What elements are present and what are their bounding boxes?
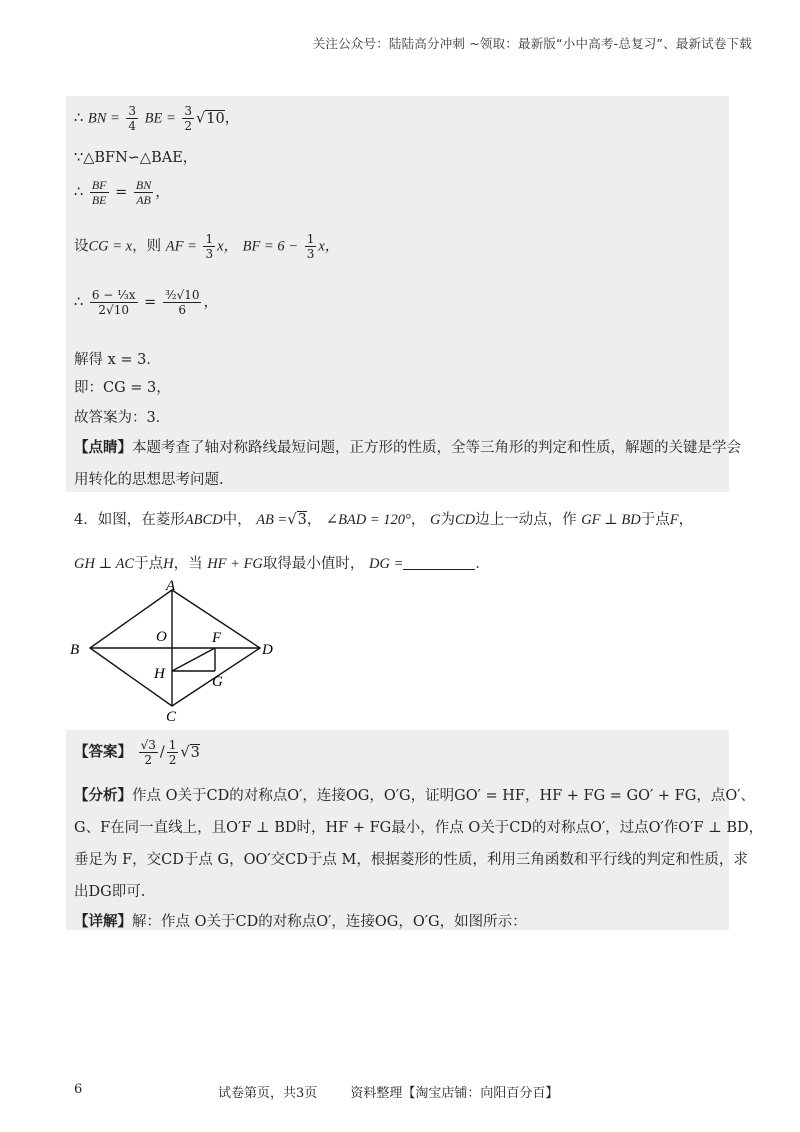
answer-line: 【答案】 $\frac{√3}{2}$ / $\frac{1}{2}$ √3 xyxy=(74,738,200,767)
label-b: B xyxy=(70,642,80,658)
question-4-line-1: 4．如图，在菱形ABCD中， AB =√3， ∠BAD = 120°， G为CD边上一动点，作 GF ⊥ BD于点F， xyxy=(74,512,694,528)
analysis-line-3: 垂足为 F，交CD于点 G，OO′交CD于点 M，根据菱形的性质，利用三角函数和平行线的判定和性质，求 xyxy=(74,852,748,868)
solution-step-8: 故答案为：3． xyxy=(74,410,171,426)
solution-step-4: 设CG = x，则 AF = $\frac{1}{3}$ x， BF = 6 − $\frac{1}{3}$ x， xyxy=(74,232,340,261)
label-h: H xyxy=(154,666,165,682)
solution-step-7: 即：CG = 3， xyxy=(74,380,171,396)
analysis-line-4: 出DG即可. xyxy=(74,884,146,900)
label-o: O xyxy=(156,629,167,645)
analysis-line-2: G、F在同一直线上，且O′F ⊥ BD时，HF + FG最小，作点 O关于CD的对称点O′，过点O′作O′F ⊥ BD， xyxy=(74,820,764,836)
label-g: G xyxy=(212,674,223,690)
detail-line: 【详解】解：作点 O关于CD的对称点O′，连接OG，O′G，如图所示： xyxy=(74,913,527,930)
rhombus-figure xyxy=(60,578,290,723)
answer-blank xyxy=(403,555,475,570)
label-d: D xyxy=(262,642,273,658)
page-footer: 试卷第页，共3页 资料整理【淘宝店铺：向阳百分百】 xyxy=(218,1086,559,1101)
page-number: 6 xyxy=(74,1082,83,1097)
label-a: A xyxy=(166,578,176,594)
segment-hf xyxy=(172,648,215,671)
solution-step-2: ∵△BFN∽△BAE， xyxy=(74,150,198,166)
comment-line-2: 用转化的思想思考问题. xyxy=(74,472,224,488)
label-c: C xyxy=(166,709,177,723)
question-4-line-2: GH ⊥ AC于点H，当 HF + FG取得最小值时， DG = ． xyxy=(74,556,490,572)
page-header: 关注公众号：陆陆高分冲刺 ~领取：最新版“小中高考-总复习”、最新试卷下载 xyxy=(312,36,752,51)
analysis-line-1: 【分析】作点 O关于CD的对称点O′，连接OG，O′G，证明GO′ = HF，HF + FG = GO′ + FG，点O′、 xyxy=(74,787,756,804)
solution-step-6: 解得 x = 3． xyxy=(74,352,161,368)
solution-step-3: ∴ $\frac{BF}{BE}$ = $\frac{BN}{AB}$ ， xyxy=(74,178,170,207)
comment-line-1: 【点睛】本题考查了轴对称路线最短问题，正方形的性质，全等三角形的判定和性质，解题的关键是学会 xyxy=(74,439,741,456)
solution-step-5: ∴ $\frac{\text{6 − ⅓x}}{2√10}$ = $\frac{\text{³⁄₂√10}}{6}$ ， xyxy=(74,288,218,317)
label-f: F xyxy=(212,630,222,646)
solution-step-1: ∴ BN = $\frac{3}{4}$ BE = $\frac{3}{2}$ √10， xyxy=(74,104,240,133)
